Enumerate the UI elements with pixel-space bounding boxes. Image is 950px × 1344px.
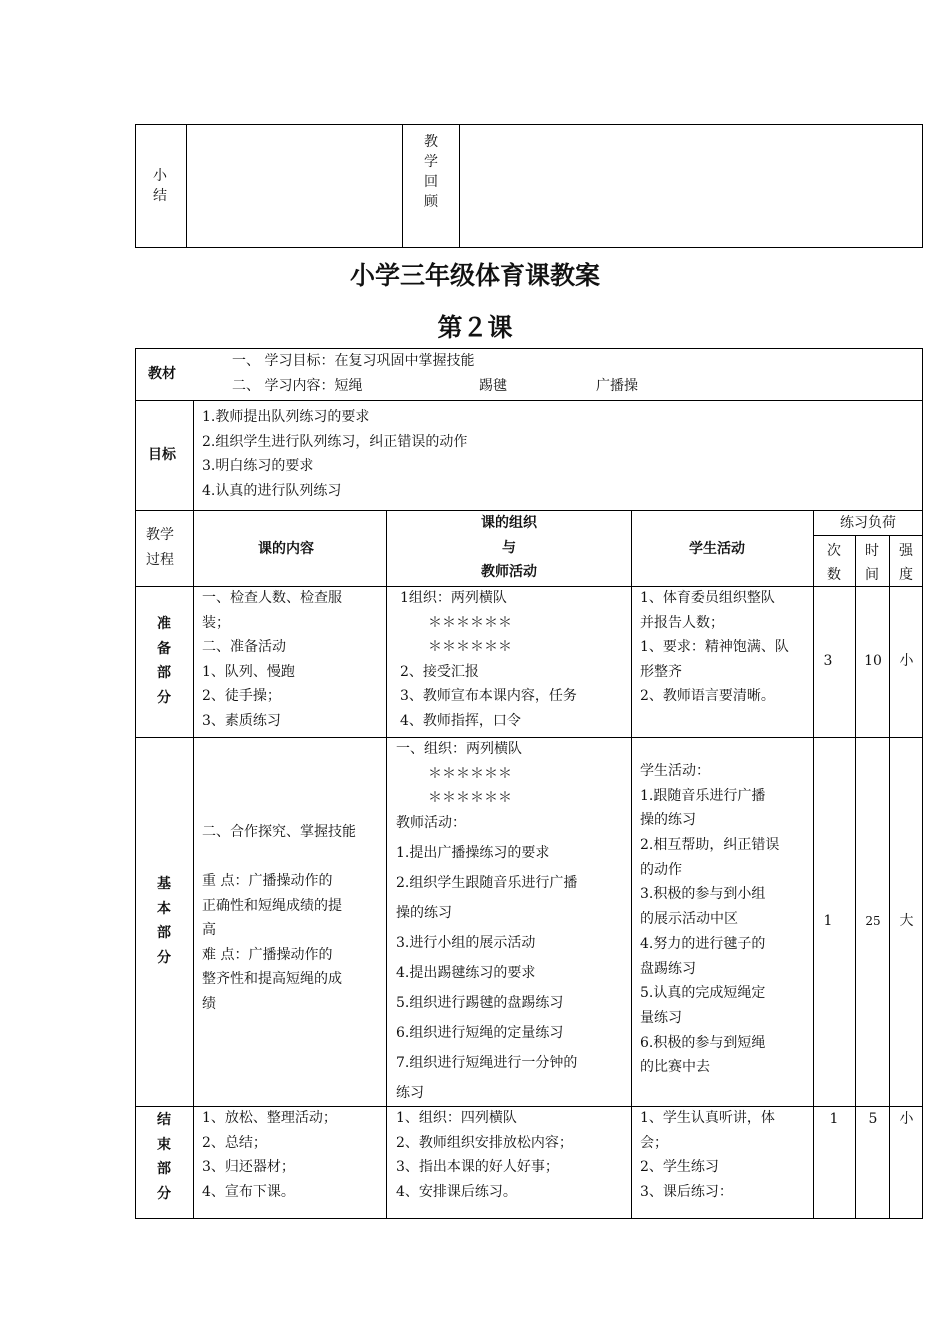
content-line: 1、队列、慢跑: [202, 663, 295, 680]
formation-line: ＊＊＊＊＊＊: [428, 639, 512, 655]
basic-org-list: [396, 838, 577, 1108]
content-line: 3、归还器材；: [202, 1159, 295, 1175]
student-line: 5.认真的完成短绳定: [640, 985, 766, 1002]
basic-org-top: [396, 738, 522, 836]
goal-item: 3.明白练习的要求: [202, 458, 314, 474]
org-line: 1、组织：四列横队: [396, 1110, 517, 1126]
basic-count: 1: [823, 913, 833, 929]
org-line: 练习: [396, 1085, 424, 1101]
student-line: 1.跟随音乐进行广播: [640, 787, 766, 804]
basic-student: [640, 760, 779, 1081]
content-line: 3、素质练习: [202, 712, 281, 729]
review-label: 教学回顾: [424, 134, 438, 210]
prep-content: [202, 587, 342, 734]
prep-time: 10: [864, 653, 882, 669]
prep-intensity: 小: [899, 653, 914, 669]
count-header: 次数: [827, 543, 841, 583]
material-content-line: 二、 学习内容：短绳: [232, 378, 363, 394]
basic-content: [202, 821, 356, 1017]
student-line: 量练习: [640, 1009, 682, 1026]
content-header: 课的内容: [258, 541, 314, 557]
student-line: 3.积极的参与到小组: [640, 886, 766, 903]
student-line: 2、学生练习: [640, 1159, 719, 1175]
content-line: 整齐性和提高短绳的成: [202, 971, 342, 987]
basic-part-label: 基本部分: [157, 876, 171, 966]
org-line: 5.组织进行踢毽的盘踢练习: [396, 995, 564, 1011]
org-line: 3、指出本课的好人好事；: [396, 1159, 559, 1175]
page-title: 小学三年级体育课教案: [349, 261, 600, 290]
org-line: 操的练习: [396, 905, 452, 921]
org-line: 4、安排课后练习。: [396, 1183, 517, 1200]
goal-list: [202, 405, 467, 503]
content-line: 装；: [202, 614, 230, 631]
goal-item: 1.教师提出队列练习的要求: [202, 409, 370, 425]
org-header-line: 与: [502, 539, 516, 556]
prep-org: [400, 587, 577, 734]
prep-part-label: 准备部分: [157, 616, 171, 706]
student-line: 并报告人数；: [640, 614, 724, 631]
load-header: 练习负荷: [840, 515, 896, 531]
org-line: 2.组织学生跟随音乐进行广播: [396, 875, 578, 891]
prep-count: 3: [823, 653, 833, 669]
org-header: [386, 511, 632, 585]
org-line: 2、教师组织安排放松内容；: [396, 1134, 573, 1151]
student-line: 盘踢练习: [640, 960, 696, 977]
basic-intensity: 大: [899, 913, 914, 929]
end-content: [202, 1107, 337, 1205]
content-line: 1、放松、整理活动；: [202, 1110, 337, 1126]
material-item-jianzi: 踢毽: [479, 378, 507, 394]
material-label: 教材: [148, 366, 176, 382]
content-line: 2、徒手操；: [202, 688, 281, 704]
content-line: 二、合作探究、掌握技能: [202, 824, 356, 840]
student-line: 1、要求：精神饱满、队: [640, 639, 789, 655]
student-line: 形整齐: [640, 663, 682, 680]
end-org: [396, 1107, 573, 1205]
summary-label: 小结: [153, 168, 167, 204]
goal-item: 4.认真的进行队列练习: [202, 482, 342, 499]
end-time: 5: [868, 1111, 878, 1127]
end-count: 1: [829, 1111, 839, 1127]
org-line: 2、接受汇报: [400, 663, 479, 680]
time-header: 时间: [865, 543, 879, 583]
goal-item: 2.组织学生进行队列练习，纠正错误的动作: [202, 433, 468, 450]
prep-student: [640, 587, 789, 710]
student-line: 2.相互帮助，纠正错误: [640, 837, 780, 854]
content-line: 重 点：广播操动作的: [202, 873, 333, 889]
org-line: 3.进行小组的展示活动: [396, 935, 536, 951]
org-header-line: 教师活动: [481, 564, 537, 580]
student-line: 3、课后练习：: [640, 1183, 733, 1200]
content-line: 绩: [202, 995, 216, 1012]
content-line: [202, 846, 356, 871]
org-line: 4、教师指挥，口令: [400, 712, 521, 729]
content-line: 一、检查人数、检查服: [202, 590, 342, 606]
student-line: 6.积极的参与到短绳: [640, 1034, 766, 1051]
content-line: 二、准备活动: [202, 639, 286, 655]
student-line: 的展示活动中区: [640, 911, 738, 928]
goal-label: 目标: [148, 447, 176, 463]
org-line: 教师活动：: [396, 814, 466, 831]
formation-line: ＊＊＊＊＊＊: [428, 765, 512, 782]
org-line: 3、教师宣布本课内容，任务: [400, 688, 577, 704]
intensity-header: 强度: [899, 543, 913, 583]
lesson-number: 第２课: [437, 313, 513, 342]
org-line: 4.提出踢毽练习的要求: [396, 965, 536, 981]
student-line: 的动作: [640, 861, 682, 878]
org-line: 7.组织进行短绳进行一分钟的: [396, 1055, 578, 1071]
content-line: 难 点：广播操动作的: [202, 946, 333, 963]
process-header: 教学过程: [146, 527, 174, 568]
end-student: [640, 1107, 775, 1205]
student-line: 2、教师语言要清晰。: [640, 688, 775, 704]
content-line: 正确性和短绳成绩的提: [202, 897, 342, 914]
student-line: 的比赛中去: [640, 1059, 710, 1076]
org-line: 6.组织进行短绳的定量练习: [396, 1025, 564, 1041]
end-part-label: 结束部分: [157, 1112, 171, 1202]
student-header: 学生活动: [689, 541, 745, 557]
content-line: 4、宣布下课。: [202, 1183, 295, 1200]
student-line: 4.努力的进行毽子的: [640, 935, 766, 952]
org-header-line: 课的组织: [481, 515, 537, 531]
basic-time: 25: [865, 914, 881, 928]
end-intensity: 小: [899, 1111, 914, 1127]
formation-line: ＊＊＊＊＊＊: [428, 614, 512, 631]
org-line: 1组织：两列横队: [400, 590, 507, 606]
material-item-exercise: 广播操: [596, 378, 638, 394]
material-goal-line: 一、 学习目标：在复习巩固中掌握技能: [232, 353, 475, 369]
student-line: 操的练习: [640, 812, 696, 829]
student-line: 会；: [640, 1134, 668, 1151]
student-line: 1、体育委员组织整队: [640, 590, 775, 606]
content-line: 2、总结；: [202, 1134, 267, 1151]
formation-line: ＊＊＊＊＊＊: [428, 790, 512, 806]
org-line: 一、组织：两列横队: [396, 741, 522, 757]
content-line: 高: [202, 922, 216, 938]
org-line: 1.提出广播操练习的要求: [396, 845, 550, 861]
student-line: 学生活动：: [640, 763, 710, 779]
student-line: 1、学生认真听讲，体: [640, 1110, 775, 1126]
